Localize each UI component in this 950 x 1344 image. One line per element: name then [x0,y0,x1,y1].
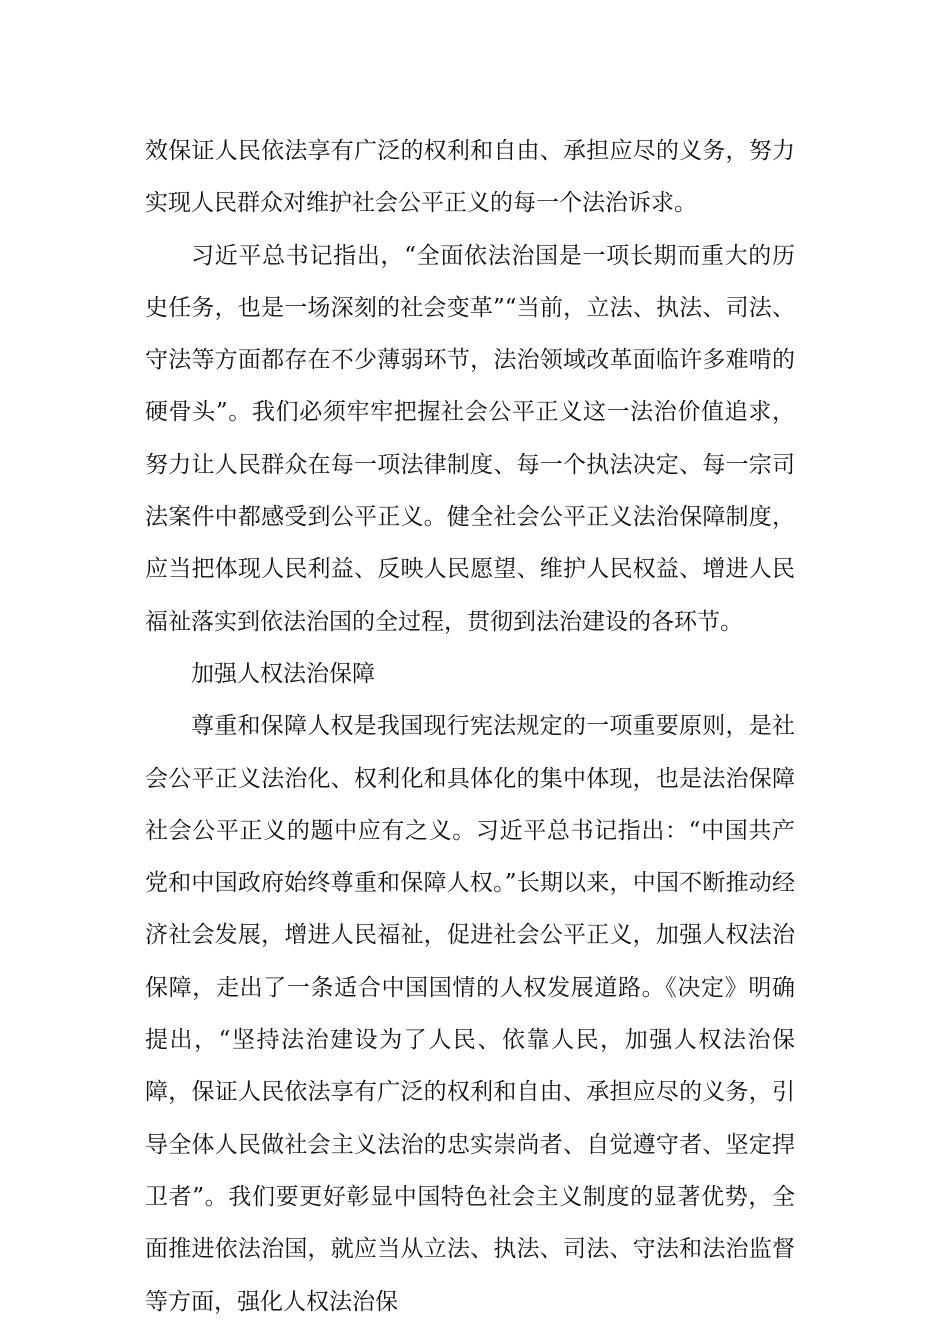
paragraph-human-rights: 尊重和保障人权是我国现行宪法规定的一项重要原则，是社会公平正义法治化、权利化和具体化的集中体现，也是法治保障社会公平正义的题中应有之义。习近平总书记指出：“中国共产党和中国政府始终尊重和保障人权。”长期以来，中国不断推动经济社会发展，增进人民福祉，促进社会公平正义，加强人权法治保障，走出了一条适合中国国情的人权发展道路。《决定》明确提出，“坚持法治建设为了人民、依靠人民，加强人权法治保障，保证人民依法享有广泛的权利和自由、承担应尽的义务，引导全体人民做社会主义法治的忠实崇尚者、自觉遵守者、坚定捍卫者”。我们要更好彰显中国特色社会主义制度的显著优势，全面推进依法治国，就应当从立法、执法、司法、守法和法治监督等方面，强化人权法治保 [145,713,795,1315]
document-body [145,125,795,1328]
paragraph-quote-reform: 习近平总书记指出，“全面依法治国是一项长期而重大的历史任务，也是一场深刻的社会变革”“当前，立法、执法、司法、守法等方面都存在不少薄弱环节，法治领域改革面临许多难啃的硬骨头”。我们必须牢牢把握社会公平正义这一法治价值追求，努力让人民群众在每一项法律制度、每一个执法决定、每一宗司法案件中都感受到公平正义。健全社会公平正义法治保障制度，应当把体现人民利益、反映人民愿望、维护人民权益、增进人民福祉落实到依法治国的全过程，贯彻到法治建设的各环节。 [145,242,795,635]
paragraph-continuation: 效保证人民依法享有广泛的权利和自由、承担应尽的义务，努力实现人民群众对维护社会公平正义的每一个法治诉求。 [145,138,795,217]
section-heading: 加强人权法治保障 [191,660,375,687]
